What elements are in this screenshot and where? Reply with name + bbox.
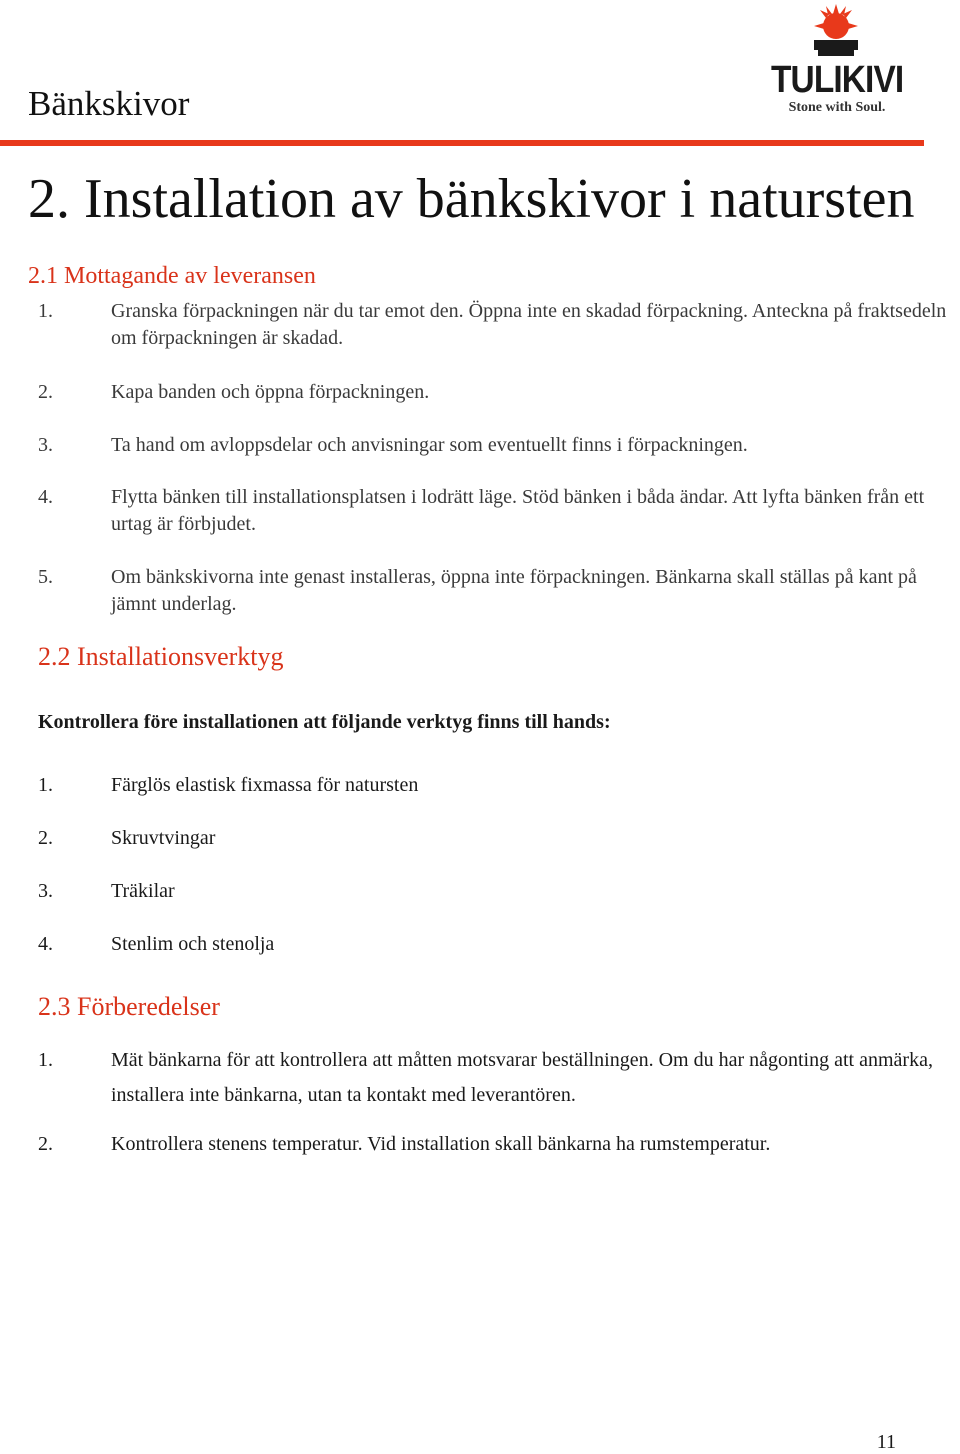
section-intro: Kontrollera före installationen att följande verktyg finns till hands: [38,711,611,733]
list-item-text: Kontrollera stenens temperatur. Vid installation skall bänkarna ha rumstemperatur. [111,1133,771,1155]
tulikivi-logo [762,2,912,122]
list-item-number: 1. [38,774,53,796]
list-item [38,484,960,538]
section-heading-2-1: 2.1 Mottagande av leveransen [28,263,316,289]
list-item [38,772,960,799]
list-item-number: 2. [38,381,53,403]
list-item [38,298,960,352]
page-number: 11 [876,1431,896,1453]
list-item-number: 1. [38,1049,53,1071]
list-item [38,825,960,852]
logo-tagline: Stone with Soul. [788,100,886,115]
list-item-number: 3. [38,880,53,902]
section-heading-2-2: 2.2 Installationsverktyg [38,642,284,671]
list-item-text: Om bänkskivorna inte genast installeras, öppna inte förpackningen. Bänkarna skall ställas på kant på jämnt underlag. [111,566,917,615]
list-item [38,564,960,618]
list-item-number: 4. [38,933,53,955]
list-item [38,931,960,958]
list-item-text: Kapa banden och öppna förpackningen. [111,381,430,403]
list-item-number: 5. [38,566,53,588]
header-title: Bänkskivor [28,84,190,123]
list-item-text: Stenlim och stenolja [111,933,275,955]
list-item [38,432,960,459]
list-item [38,1131,960,1158]
list-item-text: Mät bänkarna för att kontrollera att måtten motsvarar beställningen. Om du har någonting att anmärka, installera inte bänkarna, utan ta kontakt med leverantören. [111,1049,933,1106]
list-item-text: Granska förpackningen när du tar emot den. Öppna inte en skadad förpackning. Anteckna på fraktsedeln om förpackningen är skadad. [111,300,947,349]
section-heading-2-3: 2.3 Förberedelser [38,992,220,1021]
list-item [38,379,960,406]
list-item-text: Skruvtvingar [111,827,216,849]
list-item-text: Träkilar [111,880,175,902]
list-item-text: Flytta bänken till installationsplatsen i lodrätt läge. Stöd bänken i båda ändar. Att lyfta bänken från ett urtag är förbjudet. [111,486,925,535]
sun-logo-icon [808,2,864,58]
list-item-number: 3. [38,434,53,456]
list-item [38,1043,960,1113]
logo-wordmark: TULIKIVI [771,59,904,101]
list-item-number: 1. [38,300,53,322]
page-title: 2. Installation av bänkskivor i natursten [28,168,915,230]
list-item [38,878,960,905]
list-item-number: 4. [38,486,53,508]
list-item-number: 2. [38,827,53,849]
list-item-text: Ta hand om avloppsdelar och anvisningar som eventuellt finns i förpackningen. [111,434,748,456]
header-divider [0,140,924,146]
list-item-number: 2. [38,1133,53,1155]
list-item-text: Färglös elastisk fixmassa för natursten [111,774,419,796]
